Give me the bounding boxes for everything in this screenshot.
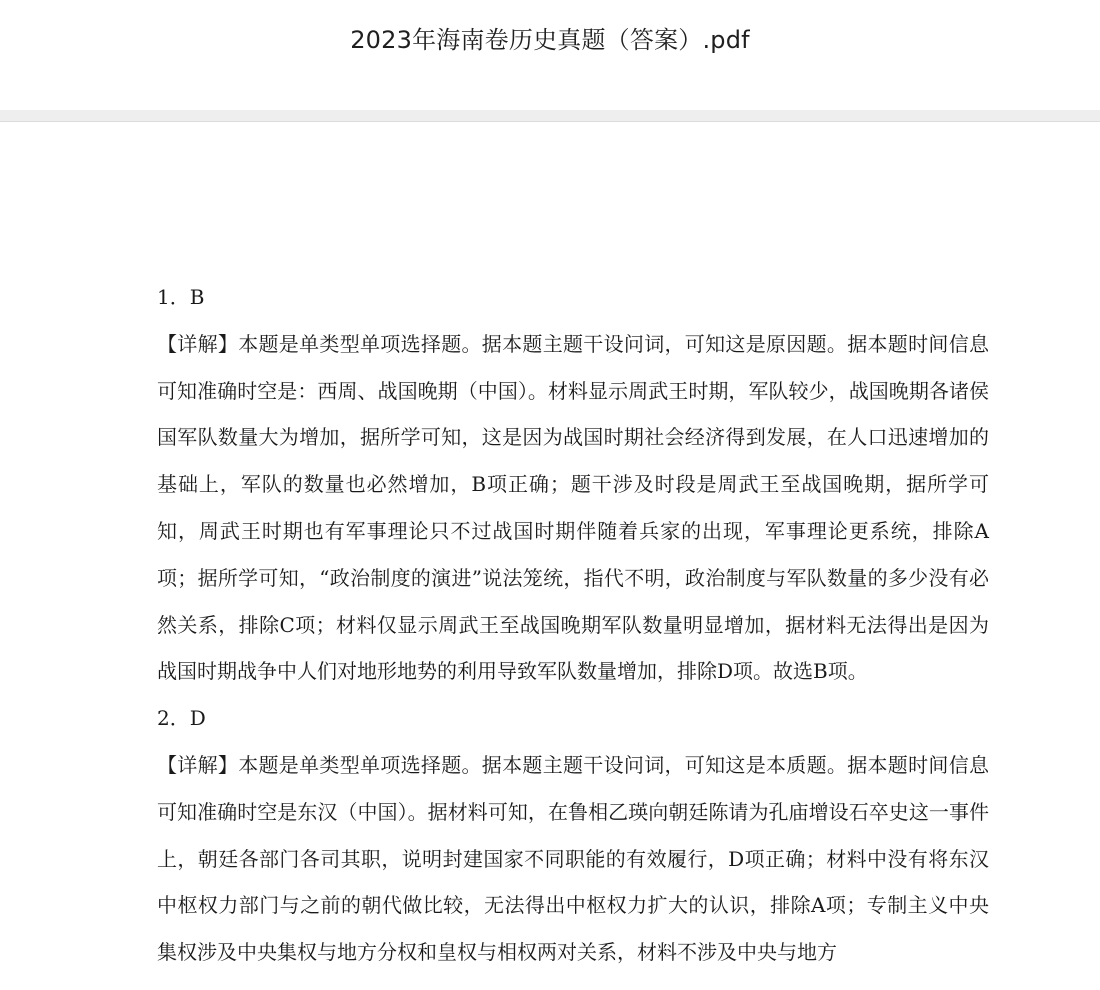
question-explanation: 【详解】本题是单类型单项选择题。据本题主题干设问词，可知这是原因题。据本题时间信息可知准确时空是：西周、战国晚期（中国）。材料显示周武王时期，军队较少，战国晚期各诸侯国军队数量大为增加，据所学可知，这是因为战国时期社会经济得到发展，在人口迅速增加的基础上，军队的数量也必然增加，B项正确；题干涉及时段是周武王至战国晚期，据所学可知，周武王时期也有军事理论只不过战国时期伴随着兵家的出现，军事理论更系统，排除A项；据所学可知，“政治制度的演进”说法笼统，指代不明，政治制度与军队数量的多少没有必然关系，排除C项；材料仅显示周武王至战国晚期军队数量明显增加，据材料无法得出是因为战国时期战争中人们对地形地势的利用导致军队数量增加，排除D项。故选B项。 — [157, 331, 989, 684]
question-number: 2．D — [157, 706, 206, 731]
viewer-toolbar-divider — [0, 110, 1100, 122]
page-content — [157, 274, 989, 976]
question-explanation: 【详解】本题是单类型单项选择题。据本题主题干设问词，可知这是本质题。据本题时间信息可知准确时空是东汉（中国）。据材料可知，在鲁相乙瑛向朝廷陈请为孔庙增设石卒史这一事件上，朝廷各部门各司其职，说明封建国家不同职能的有效履行，D项正确；材料中没有将东汉中枢权力部门与之前的朝代做比较，无法得出中枢权力扩大的认识，排除A项；专制主义中央集权涉及中央集权与地方分权和皇权与相权两对关系，材料不涉及中央与地方 — [157, 752, 989, 965]
document-title: 2023年海南卷历史真题（答案）.pdf — [350, 26, 750, 54]
viewer-title-bar — [0, 0, 1100, 110]
pdf-page[interactable] — [0, 122, 1100, 990]
question-block-2 — [157, 695, 989, 976]
question-number: 1．B — [157, 285, 205, 309]
question-block-1 — [157, 274, 989, 695]
